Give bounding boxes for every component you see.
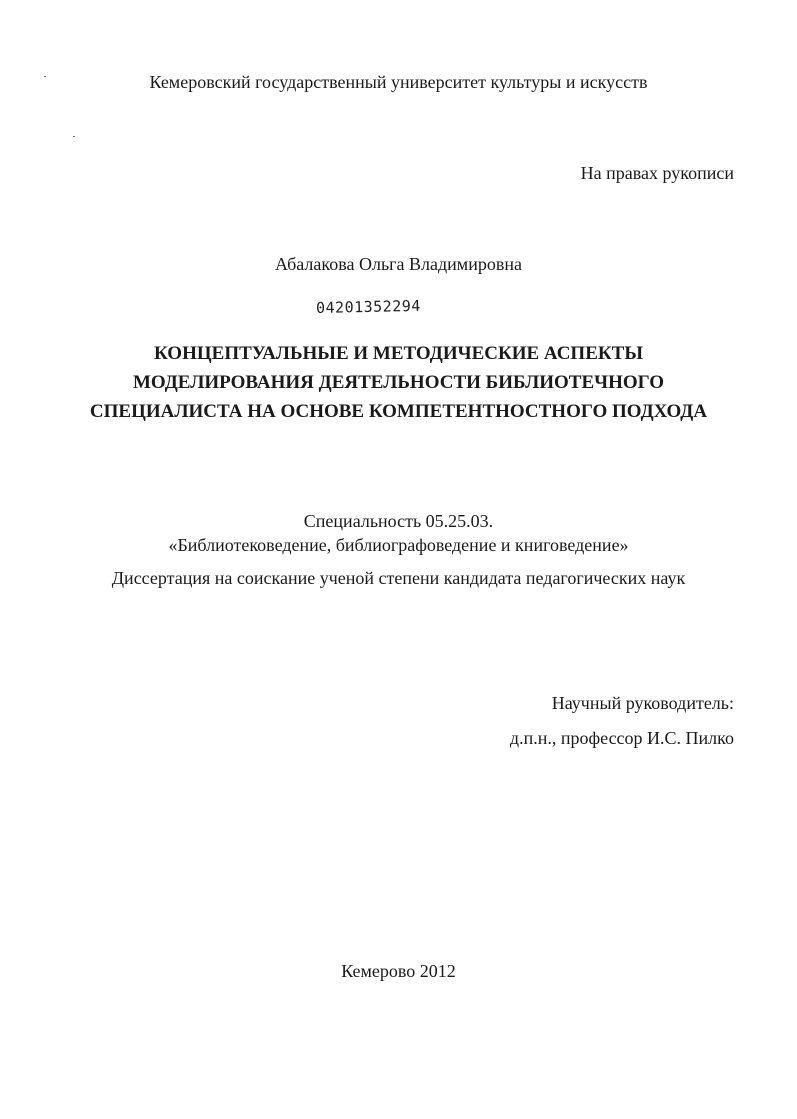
supervisor-label: Научный руководитель:	[551, 693, 734, 713]
specialty-name: «Библиотековедение, библиографоведение и книговедение»	[168, 535, 629, 555]
university-name: Кемеровский государственный университет культуры и искусств	[149, 72, 648, 92]
scan-speck	[73, 136, 75, 137]
place-and-year: Кемерово 2012	[341, 961, 456, 981]
dissertation-title	[0, 339, 797, 426]
author-name: Абалакова Ольга Владимировна	[275, 254, 522, 274]
supervisor-name: д.п.н., профессор И.С. Пилко	[509, 728, 734, 748]
title-line: КОНЦЕПТУАЛЬНЫЕ И МЕТОДИЧЕСКИЕ АСПЕКТЫ	[154, 343, 643, 364]
specialty-code: Специальность 05.25.03.	[303, 511, 494, 531]
title-line: МОДЕЛИРОВАНИЯ ДЕЯТЕЛЬНОСТИ БИБЛИОТЕЧНОГО	[132, 372, 665, 393]
degree-statement: Диссертация на соискание ученой степени кандидата педагогических наук	[111, 568, 686, 588]
title-line: СПЕЦИАЛИСТА НА ОСНОВЕ КОМПЕТЕНТНОСТНОГО ПОДХОДА	[89, 401, 708, 422]
rights-note: На правах рукописи	[580, 163, 734, 183]
registration-number-stamp: 04201352294	[315, 296, 422, 317]
